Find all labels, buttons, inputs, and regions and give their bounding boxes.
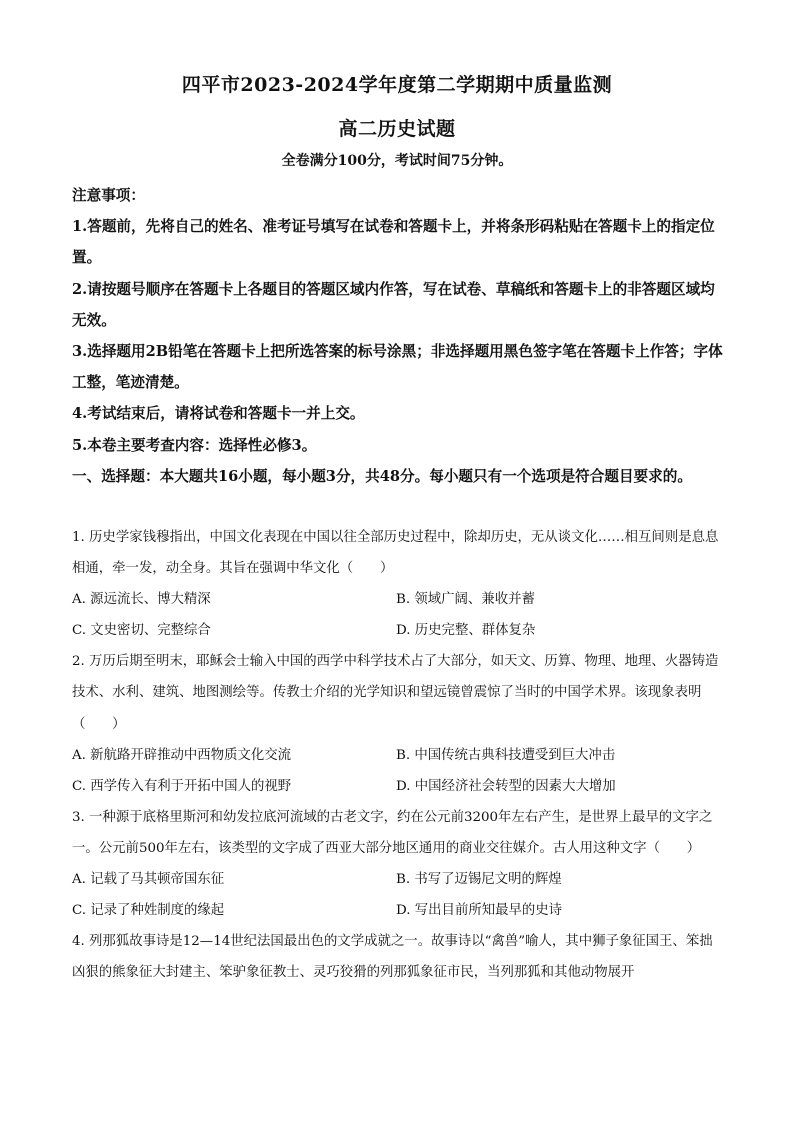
instruction-item: 2.请按题号顺序在答题卡上各题目的答题区域内作答，写在试卷、草稿纸和答题卡上的非答题区域均无效。	[72, 280, 715, 329]
instruction-item: 5.本卷主要考查内容：选择性必修3。	[72, 436, 317, 454]
option-c[interactable]: C. 西学传入有利于开拓中国人的视野	[72, 778, 292, 794]
question-stem: 1. 历史学家钱穆指出，中国文化表现在中国以往全部历史过程中，除却历史，无从谈文化……相互间则是息息相通，牵一发，动全身。其旨在强调中华文化（ ）	[72, 530, 719, 577]
option-d[interactable]: D. 历史完整、群体复杂	[396, 623, 536, 639]
option-b[interactable]: B. 中国传统古典科技遭受到巨大冲击	[396, 747, 616, 763]
question-1	[72, 522, 724, 646]
option-c[interactable]: C. 记录了种姓制度的缘起	[72, 903, 225, 919]
option-a[interactable]: A. 记载了马其顿帝国东征	[72, 872, 225, 888]
option-b[interactable]: B. 领域广阔、兼收并蓄	[396, 592, 535, 608]
question-3	[72, 802, 724, 926]
exam-info: 全卷满分100分，考试时间75分钟。	[281, 153, 513, 169]
subject-title: 高二历史试题	[338, 118, 456, 140]
question-list	[72, 522, 724, 988]
option-d[interactable]: D. 中国经济社会转型的因素大大增加	[396, 778, 616, 794]
question-stem: 2. 万历后期至明末，耶稣会士输入中国的西学中科学技术占了大部分，如天文、历算、物理、地理、火器铸造技术、水利、建筑、地图测绘等。传教士介绍的光学知识和望远镜曾震惊了当时的中国学术界。该现象表明（ ）	[72, 654, 719, 732]
option-a[interactable]: A. 源远流长、博大精深	[72, 592, 211, 608]
instruction-item: 4.考试结束后，请将试卷和答题卡一并上交。	[72, 405, 365, 423]
question-stem: 4. 列那狐故事诗是12—14世纪法国最出色的文学成就之一。故事诗以“禽兽”喻人，其中狮子象征国王、笨拙凶狠的熊象征大封建主、笨驴象征教士、灵巧狡猾的列那狐象征市民，当列那狐和其他动物展开	[72, 934, 713, 981]
instruction-item: 3.选择题用2B铅笔在答题卡上把所选答案的标号涂黑；非选择题用黑色签字笔在答题卡上作答；字体工整，笔迹清楚。	[72, 343, 723, 392]
instructions-heading: 注意事项：	[72, 187, 145, 204]
question-4	[72, 926, 724, 988]
answer-options	[72, 740, 724, 802]
question-stem: 3. 一种源于底格里斯河和幼发拉底河流域的古老文字，约在公元前3200年左右产生，是世界上最早的文字之一。公元前500年左右，该类型的文字成了西亚大部分地区通用的商业交往媒介。古人用这种文字（ ）	[72, 809, 713, 856]
instruction-item: 1.答题前，先将自己的姓名、准考证号填写在试卷和答题卡上，并将条形码粘贴在答题卡上的指定位置。	[72, 218, 715, 267]
option-c[interactable]: C. 文史密切、完整综合	[72, 623, 211, 639]
instructions	[72, 180, 724, 492]
option-a[interactable]: A. 新航路开辟推动中西物质文化交流	[72, 747, 292, 763]
exam-title: 四平市2023-2024学年度第二学期期中质量监测	[181, 74, 613, 96]
option-b[interactable]: B. 书写了迈锡尼文明的辉煌	[396, 872, 562, 888]
question-2	[72, 646, 724, 801]
answer-options	[72, 864, 724, 926]
answer-options	[72, 584, 724, 646]
option-d[interactable]: D. 写出目前所知最早的史诗	[396, 903, 563, 919]
section-heading: 一、选择题：本大题共16小题，每小题3分，共48分。每小题只有一个选项是符合题目要求的。	[72, 467, 692, 485]
